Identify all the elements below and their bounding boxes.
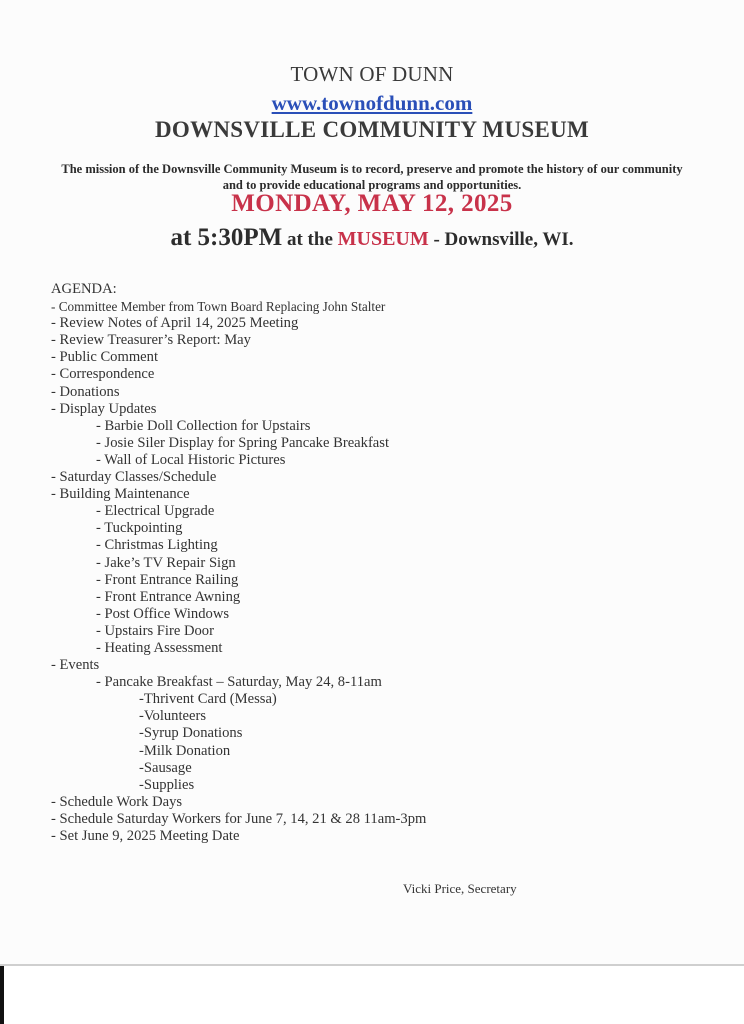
agenda [51,281,426,845]
agenda-item: - Jake’s TV Repair Sign [96,554,236,571]
agenda-item: - Heating Assessment [96,639,223,656]
mission-statement: The mission of the Downsville Community Museum is to record, preserve and promote the history of our community and to provide educational programs and opportunities. [61,162,683,192]
scan-border [0,966,4,1024]
agenda-item: - Front Entrance Railing [96,571,239,588]
agenda-item: - Review Treasurer’s Report: May [51,332,251,349]
agenda-item: - Public Comment [51,349,159,366]
meeting-at-text: at the [282,229,338,250]
meeting-date: MONDAY, MAY 12, 2025 [231,190,513,217]
agenda-item: -Volunteers [139,708,207,725]
agenda-item: - Set June 9, 2025 Meeting Date [51,828,240,844]
agenda-item: - Josie Siler Display for Spring Pancake Breakfast [96,434,390,451]
meeting-time-location [0,224,744,252]
agenda-item: - Wall of Local Historic Pictures [96,451,286,468]
agenda-item: -Milk Donation [139,742,231,759]
agenda-item: - Schedule Work Days [51,793,183,810]
agenda-item: - Post Office Windows [96,605,230,622]
agenda-item: - Tuckpointing [96,520,183,537]
agenda-item: - Electrical Upgrade [96,503,215,520]
agenda-item: - Christmas Lighting [96,537,218,554]
agenda-item: - Schedule Saturday Workers for June 7, 14, 21 & 28 11am-3pm [51,810,427,827]
meeting-time: at 5:30PM [170,224,283,251]
agenda-item: - Pancake Breakfast – Saturday, May 24, 8-11am [96,674,382,691]
agenda-item: - Committee Member from Town Board Replacing John Stalter [51,299,386,315]
scan-margin [0,966,744,1024]
org-name: TOWN OF DUNN [290,62,454,86]
signature: Vicki Price, Secretary [403,881,517,896]
website-link[interactable]: www.townofdunn.com [271,91,473,115]
agenda-item: - Display Updates [51,400,157,417]
agenda-list [51,298,426,845]
agenda-item: - Events [51,657,100,674]
agenda-item: - Donations [51,383,120,400]
agenda-item: -Thrivent Card (Messa) [139,691,277,708]
agenda-item: - Saturday Classes/Schedule [51,469,217,486]
agenda-item: - Correspondence [51,366,155,383]
agenda-item: - Building Maintenance [51,486,190,503]
agenda-item: - Upstairs Fire Door [96,622,214,639]
agenda-heading: AGENDA: [51,281,117,297]
meeting-town: - Downsville, WI. [428,229,574,250]
meeting-place: MUSEUM [337,228,429,250]
agenda-item: - Review Notes of April 14, 2025 Meeting [51,315,299,332]
museum-title: DOWNSVILLE COMMUNITY MUSEUM [154,117,590,142]
agenda-item: - Front Entrance Awning [96,588,241,605]
agenda-item: -Sausage [139,759,192,776]
agenda-item: - Barbie Doll Collection for Upstairs [96,417,311,434]
agenda-item: -Supplies [139,776,195,793]
agenda-item: -Syrup Donations [139,725,243,742]
